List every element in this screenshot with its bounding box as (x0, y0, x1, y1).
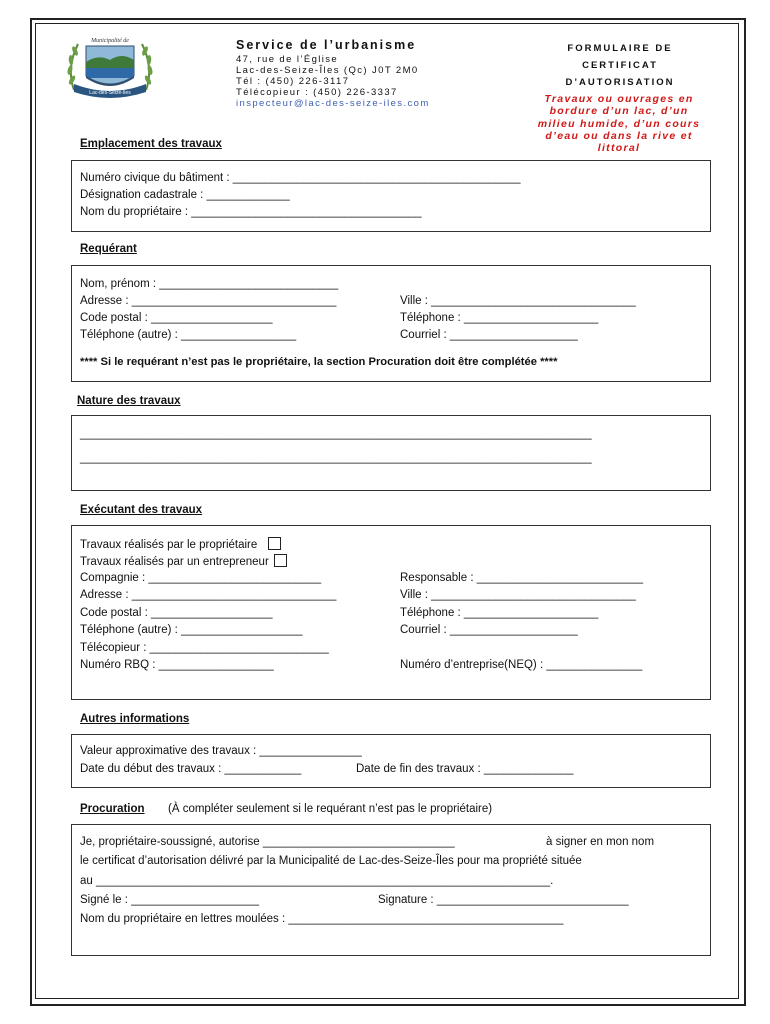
procuration-subtitle: (À compléter seulement si le requérant n’est pas le propriétaire) (168, 803, 493, 815)
requerant-telephone-field[interactable]: Téléphone : _____________________ (400, 312, 599, 324)
responsable-field[interactable]: Responsable : __________________________ (400, 572, 644, 584)
nature-line-2[interactable]: ________________________________________________________________________________ (80, 452, 592, 464)
requerant-ville-field[interactable]: Ville : ________________________________ (400, 295, 636, 307)
valeur-field[interactable]: Valeur approximative des travaux : ________________ (80, 745, 362, 757)
par-entrepreneur-option[interactable]: Travaux réalisés par un entrepreneur (80, 554, 287, 568)
form-subtitle: Travaux ou ouvrages en bordure d’un lac, d’un milieu humide, d’un cours d’eau ou dans la rive et littoral (537, 93, 701, 155)
par-entrepreneur-checkbox[interactable] (274, 554, 287, 567)
requerant-adresse-field[interactable]: Adresse : ________________________________ (80, 295, 337, 307)
fax: Télécopieur : (450) 226-3337 (236, 87, 398, 98)
section-title-requerant: Requérant (80, 243, 137, 255)
date-debut-field[interactable]: Date du début des travaux : ____________ (80, 763, 302, 775)
address-line-2: Lac-des-Seize-Îles (Qc) J0T 2M0 (236, 65, 419, 76)
procuration-note: **** Si le requérant n’est pas le propriétaire, la section Procuration doit être complétée **** (80, 356, 558, 368)
requerant-courriel-field[interactable]: Courriel : ____________________ (400, 329, 578, 341)
nom-lettres-moulees-field[interactable]: Nom du propriétaire en lettres moulées : ___________________________________________ (80, 913, 564, 925)
executant-ville-field[interactable]: Ville : ________________________________ (400, 589, 636, 601)
par-proprietaire-option[interactable]: Travaux réalisés par le propriétaire (80, 537, 281, 551)
requerant-nom-field[interactable]: Nom, prénom : ____________________________ (80, 278, 339, 290)
address-line-1: 47, rue de l’Église (236, 54, 339, 65)
date-fin-field[interactable]: Date de fin des travaux : ______________ (356, 763, 574, 775)
rbq-field[interactable]: Numéro RBQ : __________________ (80, 659, 274, 671)
nom-proprietaire-field[interactable]: Nom du propriétaire : ____________________________________ (80, 206, 422, 218)
nature-line-1[interactable]: ________________________________________________________________________________ (80, 428, 592, 440)
designation-cadastrale-field[interactable]: Désignation cadastrale : _____________ (80, 189, 290, 201)
logo-banner-text: Lac-des-Seize-Îles (89, 90, 131, 96)
section-title-emplacement: Emplacement des travaux (80, 138, 222, 150)
signature-field[interactable]: Signature : ______________________________ (378, 894, 629, 906)
procuration-adresse-field[interactable]: au _______________________________________________________________________. (80, 875, 554, 887)
par-proprietaire-checkbox[interactable] (268, 537, 281, 550)
telephone: Tél : (450) 226-3117 (236, 76, 350, 87)
service-title: Service de l’urbanisme (236, 38, 417, 52)
service-info (236, 38, 430, 109)
executant-telephone-autre-field[interactable]: Téléphone (autre) : ___________________ (80, 624, 303, 636)
municipality-logo (64, 32, 156, 102)
numero-civique-field[interactable]: Numéro civique du bâtiment : _____________________________________________ (80, 172, 521, 184)
requerant-code-postal-field[interactable]: Code postal : ___________________ (80, 312, 273, 324)
executant-courriel-field[interactable]: Courriel : ____________________ (400, 624, 578, 636)
neq-field[interactable]: Numéro d’entreprise(NEQ) : _______________ (400, 659, 643, 671)
procuration-autorise-field[interactable]: Je, propriétaire-soussigné, autorise ______________________________ (80, 836, 455, 848)
section-title-procuration: Procuration (80, 803, 145, 815)
procuration-certificat-text: le certificat d’autorisation délivré par la Municipalité de Lac-des-Seize-Îles pour ma propriété située (80, 855, 582, 867)
requerant-telephone-autre-field[interactable]: Téléphone (autre) : __________________ (80, 329, 297, 341)
section-title-executant: Exécutant des travaux (80, 504, 203, 516)
signe-le-field[interactable]: Signé le : ____________________ (80, 894, 260, 906)
procuration-signer-text: à signer en mon nom (546, 836, 655, 848)
telecopieur-field[interactable]: Télécopieur : ____________________________ (80, 642, 329, 654)
section-title-autres: Autres informations (80, 713, 190, 725)
autres-box (71, 734, 711, 788)
email-link[interactable]: inspecteur@lac-des-seize-iles.com (236, 98, 430, 109)
executant-telephone-field[interactable]: Téléphone : _____________________ (400, 607, 599, 619)
logo-arc-text: Municipalité de (91, 38, 129, 44)
executant-code-postal-field[interactable]: Code postal : ___________________ (80, 607, 273, 619)
form-title: FORMULAIRE DE CERTIFICAT D’AUTORISATION (565, 43, 675, 88)
section-title-nature: Nature des travaux (77, 395, 181, 407)
compagnie-field[interactable]: Compagnie : ___________________________ (80, 572, 322, 584)
executant-adresse-field[interactable]: Adresse : ________________________________ (80, 589, 337, 601)
